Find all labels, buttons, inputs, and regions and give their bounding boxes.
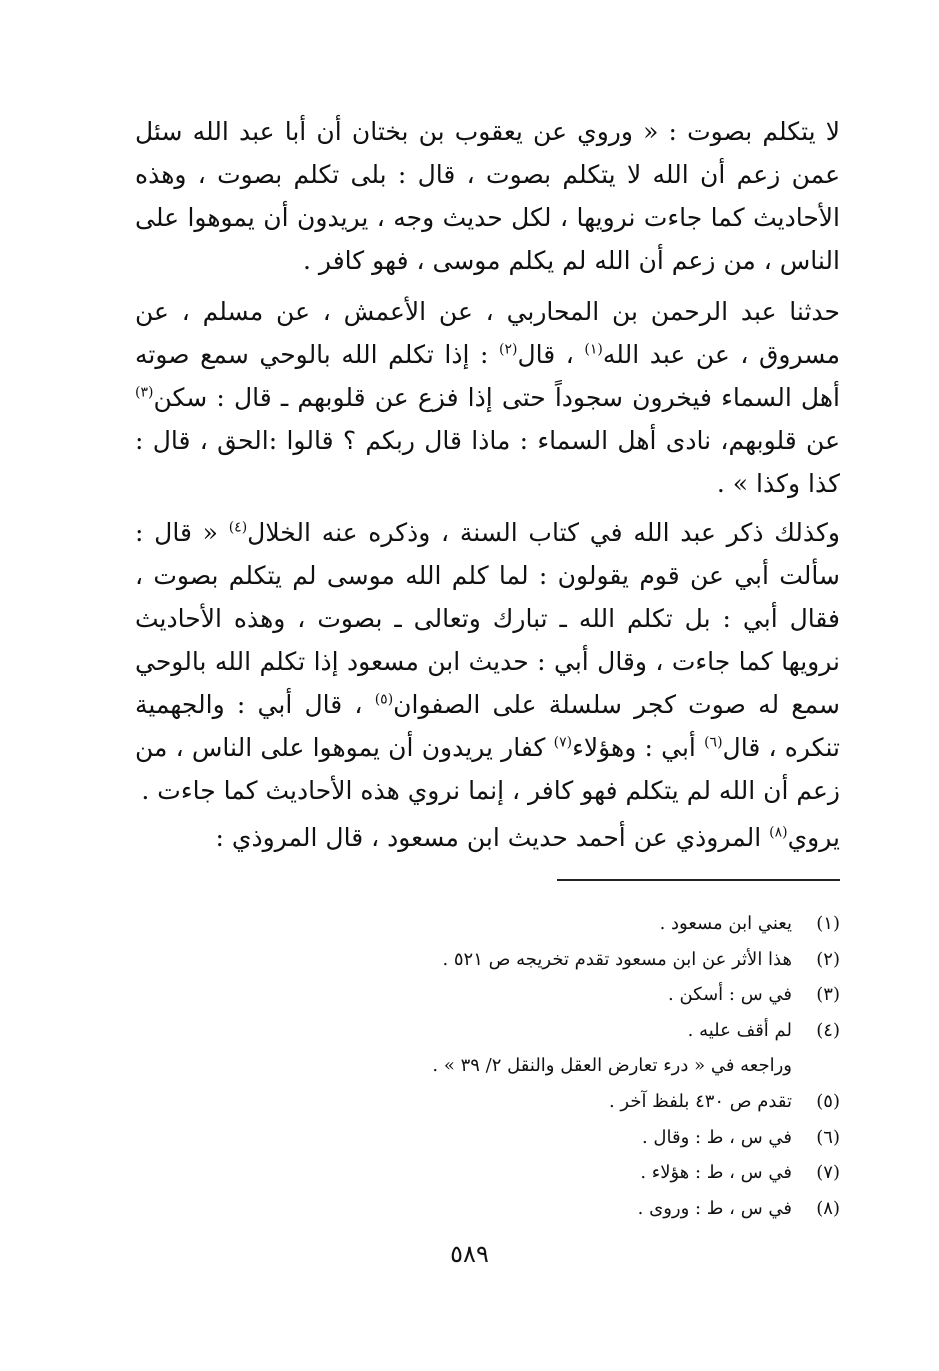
footnote-item bbox=[300, 1120, 840, 1156]
footnote-number: (٤) bbox=[816, 1019, 840, 1041]
page-number: ٥٨٩ bbox=[450, 1240, 489, 1268]
paragraph-text: لا يتكلم بصوت : « وروي عن يعقوب بن بختان أن أبا عبد الله سئل عمن زعم أن الله لا يتكلم بصوت ، قال : بلى تكلم بصوت ، وهذه الأحاديث كما جاءت نرويها ، لكل حديث وجه ، يريدون أن يموهوا على الناس ، من زعم أن الله لم يكلم موسى ، فهو كافر . bbox=[135, 117, 840, 275]
body-paragraph bbox=[135, 290, 840, 505]
paragraph-text: وكذلك ذكر عبد الله في كتاب السنة ، وذكره عنه الخلال bbox=[247, 518, 840, 547]
footnote-number: (٨) bbox=[816, 1197, 840, 1219]
footnote-reference: (٨) bbox=[769, 824, 788, 841]
footnote-item bbox=[300, 1084, 840, 1120]
footnote-separator bbox=[557, 879, 840, 881]
paragraph-text: حدثنا عبد الرحمن بن المحاربي ، عن الأعمش ، عن مسلم ، عن مسروق ، عن عبد الله bbox=[135, 297, 840, 369]
footnote-number: (١) bbox=[816, 913, 840, 934]
paragraph-text: « قال : سألت أبي عن قوم يقولون : لما كلم الله موسى لم يتكلم بصوت ، فقال أبي : بل تكلم الله ـ تبارك وتعالى ـ بصوت ، وهذه الأحاديث نرويها كما جاءت ، وقال أبي : حديث ابن مسعود إذا تكلم الله بالوحي سمع له صوت كجر سلسلة على الصفوان bbox=[135, 518, 840, 719]
footnote-item bbox=[300, 1191, 840, 1227]
footnote-item bbox=[300, 1048, 840, 1084]
paragraph-text: يروي bbox=[787, 823, 840, 852]
footnote-number: (٣) bbox=[816, 984, 840, 1006]
footnote-number: (٧) bbox=[816, 1162, 840, 1184]
footnote-text: لم أقف عليه . bbox=[687, 1019, 792, 1041]
footnote-text: هذا الأثر عن ابن مسعود تقدم تخريجه ص ٥٢١ . bbox=[442, 948, 792, 970]
footnote-text: في س ، ط : وقال . bbox=[641, 1126, 792, 1148]
footnote-reference: (٤) bbox=[228, 519, 248, 536]
paragraph-text: عن قلوبهم، نادى أهل السماء : ماذا قال ربكم ؟ قالوا :الحق ، قال : كذا وكذا » . bbox=[135, 426, 840, 498]
footnote-item bbox=[300, 1013, 840, 1049]
body-paragraph bbox=[135, 511, 840, 812]
footnote-text: يعني ابن مسعود . bbox=[659, 913, 792, 934]
paragraph-text: المروذي عن أحمد حديث ابن مسعود ، قال المروذي : bbox=[215, 823, 770, 852]
paragraph-text: : إذا تكلم الله بالوحي سمع صوته أهل السماء فيخرون سجوداً حتى إذا فزع عن قلوبهم ـ قال : سكن bbox=[135, 340, 840, 412]
footnote-number: (٦) bbox=[816, 1126, 840, 1148]
footnote-item bbox=[300, 906, 840, 942]
footnote-item bbox=[300, 942, 840, 978]
footnote-text: في س ، ط : هؤلاء . bbox=[640, 1162, 792, 1184]
paragraph-text: كفار يريدون أن يموهوا على الناس ، من زعم أن الله لم يتكلم فهو كافر ، إنما نروي هذه الأحاديث كما جاءت . bbox=[135, 733, 840, 805]
footnote-item bbox=[300, 1155, 840, 1191]
paragraph-text: أبي : وهؤلاء bbox=[572, 733, 705, 762]
footnote-reference: (٢) bbox=[499, 341, 518, 358]
paragraph-text: ، قال أبي : والجهمية تنكره ، قال bbox=[135, 690, 840, 762]
footnote-text: وراجعه في « درء تعارض العقل والنقل ٢/ ٣٩ » . bbox=[432, 1055, 792, 1077]
footnote-number: (٢) bbox=[816, 948, 840, 970]
footnote-text: في س : أسكن . bbox=[668, 984, 792, 1006]
footnote-reference: (٦) bbox=[704, 734, 723, 751]
footnotes-list bbox=[300, 906, 840, 1226]
body-paragraph bbox=[135, 816, 840, 859]
footnote-reference: (٣) bbox=[135, 384, 154, 401]
paragraph-text: ، قال bbox=[517, 340, 585, 369]
footnote-reference: (٧) bbox=[553, 734, 573, 751]
footnote-number: (٥) bbox=[816, 1090, 840, 1112]
footnote-reference: (١) bbox=[584, 341, 603, 358]
footnote-text: في س ، ط : وروى . bbox=[637, 1197, 792, 1219]
footnote-text: تقدم ص ٤٣٠ بلفظ آخر . bbox=[608, 1090, 792, 1112]
footnote-reference: (٥) bbox=[374, 691, 394, 708]
body-paragraph bbox=[135, 110, 840, 282]
footnote-item bbox=[300, 977, 840, 1013]
